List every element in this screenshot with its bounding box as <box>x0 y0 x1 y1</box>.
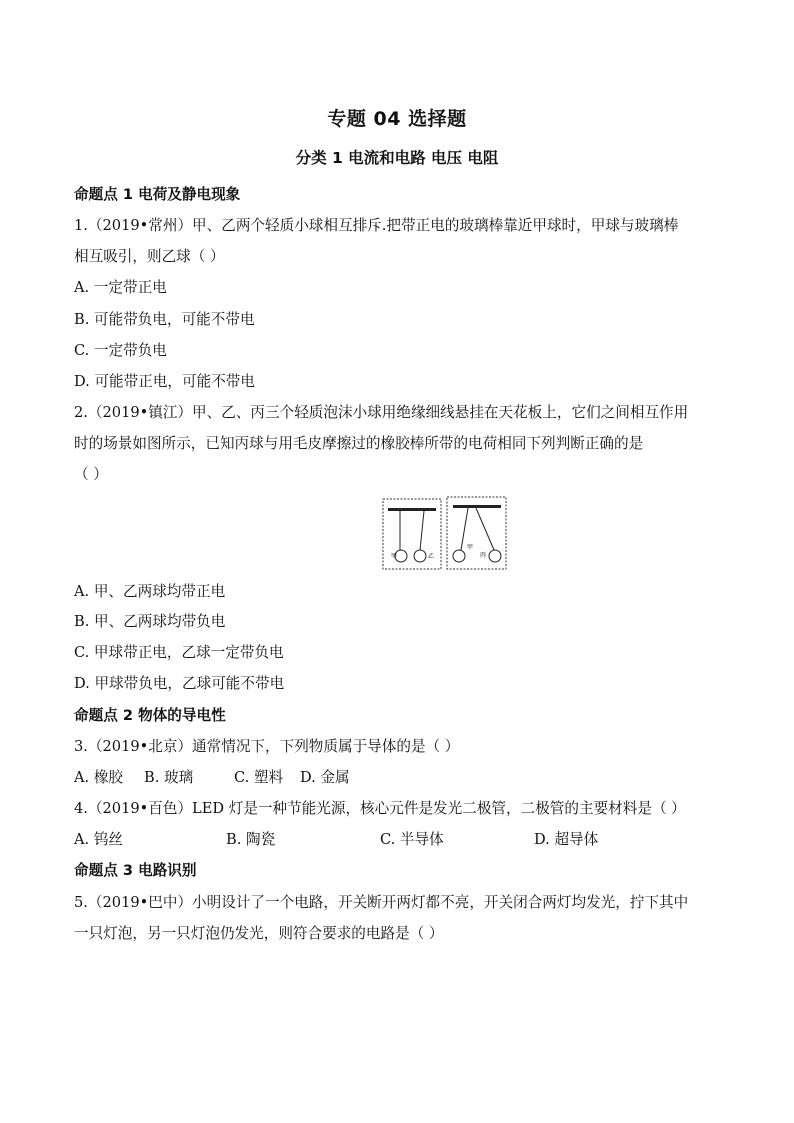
right-ball-a <box>453 550 465 562</box>
question-1-option-c: C. 一定带负电 <box>74 342 167 359</box>
hanging-balls-figure <box>382 496 508 570</box>
right-ball-b <box>489 550 501 562</box>
doc-title: 专题 04 选择题 <box>327 108 467 130</box>
question-2-option-c: C. 甲球带正电，乙球一定带负电 <box>74 644 284 661</box>
question-4-option-a: A. 钨丝 <box>74 831 124 848</box>
question-2-option-d: D. 甲球带负电，乙球可能不带电 <box>74 675 285 692</box>
doc-subtitle: 分类 1 电流和电路 电压 电阻 <box>295 149 499 167</box>
section-heading-3: 命题点 3 电路识别 <box>74 862 197 879</box>
question-5-line-1: 5.（2019•巴中）小明设计了一个电路，开关断开两灯都不亮，开关闭合两灯均发光，拧下其中 <box>74 894 689 911</box>
question-2-option-a: A. 甲、乙两球均带正电 <box>74 583 226 600</box>
left-string-b <box>420 511 424 550</box>
question-2-option-b: B. 甲、乙两球均带负电 <box>74 613 226 630</box>
question-3-option-a: A. 橡胶 <box>74 769 124 786</box>
question-4-option-d: D. 超导体 <box>534 831 599 848</box>
question-2-line-3: （ ） <box>74 466 108 483</box>
right-ceiling <box>453 505 501 508</box>
question-1-line-2: 相互吸引，则乙球（ ） <box>74 248 225 265</box>
question-2-line-2: 时的场景如图所示，已知丙球与用毛皮摩擦过的橡胶棒所带的电荷相同下列判断正确的是 <box>74 435 644 452</box>
question-4-option-b: B. 陶瓷 <box>226 831 276 848</box>
left-ball-b <box>414 550 426 562</box>
question-2-line-1: 2.（2019•镇江）甲、乙、丙三个轻质泡沫小球用绝缘细线悬挂在天花板上，它们之间相互作用 <box>74 404 689 421</box>
question-1-option-b: B. 可能带负电，可能不带电 <box>74 311 255 328</box>
question-3-line-1: 3.（2019•北京）通常情况下，下列物质属于导体的是（ ） <box>74 738 460 755</box>
question-3-option-b: B. 玻璃 <box>144 769 194 786</box>
right-string-b <box>476 508 494 550</box>
question-1-line-1: 1.（2019•常州）甲、乙两个轻质小球相互排斥.把带正电的玻璃棒靠近甲球时，甲球与玻璃棒 <box>74 217 679 234</box>
right-label-a: 甲 <box>467 544 474 551</box>
question-1-option-a: A. 一定带正电 <box>74 279 167 296</box>
question-3-option-d: D. 金属 <box>300 769 350 786</box>
left-ceiling <box>388 508 436 511</box>
section-heading-1: 命题点 1 电荷及静电现象 <box>74 186 241 203</box>
right-label-b: 丙 <box>480 552 487 559</box>
question-3-option-c: C. 塑料 <box>234 769 284 786</box>
section-heading-2: 命题点 2 物体的导电性 <box>74 707 226 724</box>
question-5-line-2: 一只灯泡，另一只灯泡仍发光，则符合要求的电路是（ ） <box>74 925 444 942</box>
question-4-line-1: 4.（2019•百色）LED 灯是一种节能光源，核心元件是发光二极管，二极管的主要材料是（ ） <box>74 800 686 817</box>
question-4-option-c: C. 半导体 <box>380 831 444 848</box>
left-label-b: 乙 <box>428 553 435 560</box>
left-label-a: 甲 <box>391 553 398 560</box>
question-1-option-d: D. 可能带正电，可能不带电 <box>74 373 255 390</box>
